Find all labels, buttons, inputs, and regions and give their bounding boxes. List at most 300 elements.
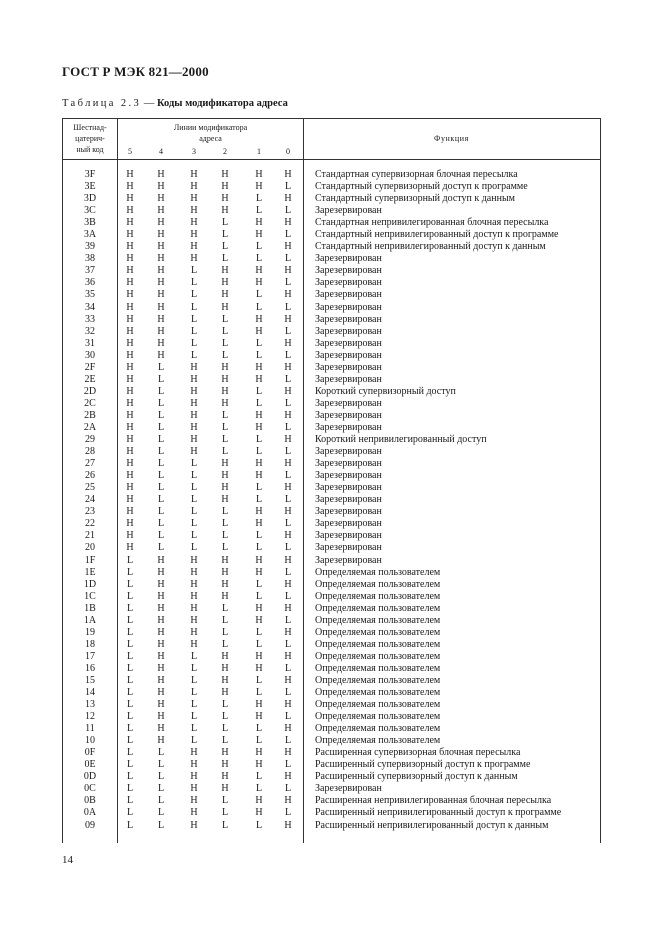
row-bit-0: H <box>284 313 292 325</box>
row-hex-code: 28 <box>85 446 95 458</box>
row-bit-5: L <box>126 723 134 735</box>
row-bit-5: L <box>126 771 134 783</box>
row-bit-1: H <box>255 169 263 180</box>
row-bit-0: L <box>284 205 292 217</box>
row-bit-3: L <box>190 530 198 542</box>
table-row <box>63 771 600 783</box>
row-bit-1: L <box>255 590 263 602</box>
table-row <box>63 241 600 253</box>
row-bit-3: H <box>190 434 198 446</box>
row-bit-3: L <box>190 277 198 289</box>
row-function: Расширенный супервизорный доступ к программе <box>315 759 531 771</box>
row-hex-code: 20 <box>85 542 95 554</box>
row-bit-4: H <box>157 193 165 205</box>
row-bit-5: L <box>126 783 134 795</box>
row-bit-0: H <box>284 434 292 446</box>
row-bit-4: H <box>157 650 165 662</box>
row-bit-3: H <box>190 626 198 638</box>
row-bit-0: H <box>284 217 292 229</box>
table-row <box>63 265 600 277</box>
row-bit-1: H <box>255 699 263 711</box>
row-bit-1: H <box>255 229 263 241</box>
row-bit-2: H <box>221 578 229 590</box>
row-bit-2: L <box>221 711 229 723</box>
row-function: Стандартный супервизорный доступ к программе <box>315 181 528 193</box>
row-function: Определяемая пользователем <box>315 614 441 626</box>
row-bit-4: L <box>157 482 165 494</box>
row-bit-1: L <box>255 819 263 831</box>
row-bit-3: L <box>190 735 198 747</box>
header-function: Функция <box>434 134 469 143</box>
row-function: Зарезервирован <box>315 205 382 217</box>
row-bit-5: L <box>126 674 134 686</box>
row-bit-0: L <box>284 662 292 674</box>
row-hex-code: 38 <box>85 253 95 265</box>
row-bit-1: H <box>255 421 263 433</box>
row-bit-5: H <box>126 253 134 265</box>
row-bit-4: H <box>157 241 165 253</box>
row-function: Определяемая пользователем <box>315 711 441 723</box>
row-bit-1: H <box>255 518 263 530</box>
row-bit-0: L <box>284 421 292 433</box>
row-bit-5: H <box>126 446 134 458</box>
table-row <box>63 362 600 374</box>
row-bit-3: H <box>190 614 198 626</box>
header-divider <box>63 159 600 160</box>
row-bit-4: H <box>157 566 165 578</box>
row-bit-0: H <box>284 458 292 470</box>
row-bit-2: H <box>221 265 229 277</box>
row-bit-2: L <box>221 409 229 421</box>
header-bit-0: 0 <box>286 147 290 156</box>
row-hex-code: 27 <box>85 458 95 470</box>
row-bit-5: L <box>126 662 134 674</box>
row-hex-code: 15 <box>85 674 95 686</box>
header-bit-3: 3 <box>192 147 196 156</box>
row-bit-0: L <box>284 590 292 602</box>
row-bit-4: L <box>157 409 165 421</box>
row-bit-1: L <box>255 253 263 265</box>
row-bit-4: H <box>157 337 165 349</box>
table-row <box>63 506 600 518</box>
row-bit-1: L <box>255 494 263 506</box>
row-bit-5: H <box>126 518 134 530</box>
row-bit-5: H <box>126 325 134 337</box>
row-bit-3: H <box>190 361 198 373</box>
row-bit-2: H <box>221 277 229 289</box>
row-bit-3: L <box>190 494 198 506</box>
table-row <box>63 627 600 639</box>
row-bit-0: H <box>284 506 292 518</box>
row-function: Короткий непривилегированный доступ <box>315 434 487 446</box>
row-bit-5: H <box>126 494 134 506</box>
row-bit-1: H <box>255 807 263 819</box>
row-bit-1: H <box>255 506 263 518</box>
row-bit-0: L <box>284 253 292 265</box>
row-bit-2: L <box>221 614 229 626</box>
row-hex-code: 31 <box>85 337 95 349</box>
row-bit-3: H <box>190 554 198 566</box>
row-bit-4: H <box>157 699 165 711</box>
row-bit-1: L <box>255 638 263 650</box>
row-bit-2: L <box>221 638 229 650</box>
row-bit-1: H <box>255 711 263 723</box>
table-row <box>63 820 600 832</box>
row-function: Определяемая пользователем <box>315 674 441 686</box>
row-bit-2: H <box>221 373 229 385</box>
row-bit-5: H <box>126 470 134 482</box>
row-bit-0: H <box>284 795 292 807</box>
row-bit-5: L <box>126 602 134 614</box>
row-bit-0: H <box>284 650 292 662</box>
row-bit-5: H <box>126 337 134 349</box>
row-hex-code: 1D <box>83 578 97 590</box>
row-function: Зарезервирован <box>315 301 382 313</box>
row-bit-1: H <box>255 650 263 662</box>
table-row <box>63 675 600 687</box>
row-function: Зарезервирован <box>315 337 382 349</box>
row-bit-1: H <box>255 795 263 807</box>
table-row <box>63 542 600 554</box>
row-hex-code: 0F <box>84 747 96 759</box>
row-bit-1: H <box>255 361 263 373</box>
row-hex-code: 22 <box>85 518 95 530</box>
row-bit-4: L <box>157 361 165 373</box>
row-bit-1: L <box>255 530 263 542</box>
table-row <box>63 795 600 807</box>
row-bit-2: L <box>221 735 229 747</box>
row-bit-1: L <box>255 349 263 361</box>
row-bit-2: H <box>221 759 229 771</box>
row-bit-4: H <box>157 554 165 566</box>
table-row <box>63 723 600 735</box>
table-row <box>63 434 600 446</box>
row-bit-0: H <box>284 482 292 494</box>
row-hex-code: 2C <box>84 397 96 409</box>
page-number: 14 <box>62 854 73 866</box>
row-bit-3: H <box>190 205 198 217</box>
row-bit-0: H <box>284 361 292 373</box>
table-row <box>63 783 600 795</box>
row-function: Определяемая пользователем <box>315 578 441 590</box>
row-bit-5: H <box>126 361 134 373</box>
row-function: Зарезервирован <box>315 361 382 373</box>
row-bit-5: H <box>126 241 134 253</box>
row-bit-4: H <box>157 325 165 337</box>
row-bit-2: L <box>221 313 229 325</box>
row-function: Определяемая пользователем <box>315 626 441 638</box>
row-bit-0: H <box>284 337 292 349</box>
row-bit-2: H <box>221 771 229 783</box>
row-bit-4: L <box>157 458 165 470</box>
row-bit-3: H <box>190 819 198 831</box>
row-bit-3: L <box>190 687 198 699</box>
row-bit-0: H <box>284 530 292 542</box>
row-function: Стандартный непривилегированный доступ к программе <box>315 229 559 241</box>
row-bit-2: H <box>221 554 229 566</box>
row-bit-4: H <box>157 626 165 638</box>
row-function: Определяемая пользователем <box>315 699 441 711</box>
row-bit-4: L <box>157 542 165 554</box>
table-row <box>63 639 600 651</box>
row-bit-5: H <box>126 542 134 554</box>
row-bit-4: L <box>157 759 165 771</box>
row-hex-code: 14 <box>85 687 95 699</box>
row-bit-2: L <box>221 518 229 530</box>
row-hex-code: 26 <box>85 470 95 482</box>
row-bit-5: H <box>126 277 134 289</box>
row-bit-2: H <box>221 566 229 578</box>
row-bit-1: H <box>255 566 263 578</box>
row-bit-4: L <box>157 807 165 819</box>
row-bit-5: L <box>126 819 134 831</box>
row-bit-5: H <box>126 409 134 421</box>
table-row <box>63 615 600 627</box>
table-row <box>63 217 600 229</box>
row-bit-1: H <box>255 470 263 482</box>
row-bit-5: H <box>126 181 134 193</box>
row-bit-2: L <box>221 542 229 554</box>
row-function: Зарезервирован <box>315 446 382 458</box>
row-bit-0: H <box>284 771 292 783</box>
row-bit-5: H <box>126 506 134 518</box>
row-hex-code: 1B <box>84 602 96 614</box>
row-bit-1: L <box>255 397 263 409</box>
table-row <box>63 482 600 494</box>
row-bit-4: L <box>157 434 165 446</box>
row-bit-2: L <box>221 506 229 518</box>
row-hex-code: 11 <box>85 723 95 735</box>
row-bit-4: H <box>157 181 165 193</box>
row-bit-4: L <box>157 494 165 506</box>
row-bit-2: H <box>221 650 229 662</box>
row-bit-0: L <box>284 735 292 747</box>
row-bit-3: H <box>190 795 198 807</box>
table-row <box>63 735 600 747</box>
row-bit-3: H <box>190 253 198 265</box>
row-hex-code: 0D <box>83 771 97 783</box>
row-bit-4: L <box>157 783 165 795</box>
row-bit-5: H <box>126 458 134 470</box>
row-function: Определяемая пользователем <box>315 566 441 578</box>
table-row <box>63 446 600 458</box>
document-title: ГОСТ Р МЭК 821—2000 <box>62 64 209 79</box>
row-hex-code: 2D <box>83 385 97 397</box>
row-bit-3: L <box>190 723 198 735</box>
row-bit-4: H <box>157 169 165 180</box>
row-bit-5: L <box>126 699 134 711</box>
row-function: Зарезервирован <box>315 397 382 409</box>
row-bit-0: L <box>284 397 292 409</box>
row-function: Стандартный супервизорный доступ к данным <box>315 193 515 205</box>
row-function: Стандартная супервизорная блочная пересылка <box>315 169 518 180</box>
row-bit-1: H <box>255 277 263 289</box>
row-hex-code: 13 <box>85 699 95 711</box>
row-bit-2: H <box>221 687 229 699</box>
table-caption-label: Таблица 2.3 <box>62 98 142 109</box>
row-bit-1: L <box>255 446 263 458</box>
table-caption-title: Коды модификатора адреса <box>156 98 288 109</box>
row-bit-3: H <box>190 373 198 385</box>
row-bit-2: H <box>221 385 229 397</box>
row-bit-2: L <box>221 217 229 229</box>
row-bit-5: H <box>126 397 134 409</box>
row-function: Зарезервирован <box>315 409 382 421</box>
row-bit-4: L <box>157 747 165 759</box>
row-function: Зарезервирован <box>315 482 382 494</box>
row-bit-2: H <box>221 289 229 301</box>
row-bit-1: L <box>255 241 263 253</box>
row-hex-code: 09 <box>85 819 95 831</box>
row-bit-3: H <box>190 217 198 229</box>
row-bit-4: H <box>157 614 165 626</box>
row-bit-0: L <box>284 638 292 650</box>
row-bit-1: H <box>255 662 263 674</box>
table-row <box>63 253 600 265</box>
row-bit-2: H <box>221 361 229 373</box>
row-function: Зарезервирован <box>315 458 382 470</box>
table-row <box>63 579 600 591</box>
row-bit-1: L <box>255 783 263 795</box>
row-bit-2: H <box>221 397 229 409</box>
row-bit-3: H <box>190 566 198 578</box>
row-function: Зарезервирован <box>315 494 382 506</box>
row-bit-4: H <box>157 578 165 590</box>
row-bit-4: H <box>157 723 165 735</box>
row-bit-4: L <box>157 506 165 518</box>
row-bit-0: H <box>284 674 292 686</box>
row-bit-2: H <box>221 193 229 205</box>
row-bit-3: L <box>190 265 198 277</box>
row-bit-0: H <box>284 602 292 614</box>
row-bit-5: H <box>126 349 134 361</box>
row-bit-2: H <box>221 494 229 506</box>
row-function: Стандартный непривилегированный доступ к данным <box>315 241 546 253</box>
row-hex-code: 2A <box>83 421 97 433</box>
row-bit-5: H <box>126 530 134 542</box>
table-row <box>63 193 600 205</box>
table-row <box>63 567 600 579</box>
table-row <box>63 530 600 542</box>
row-function: Зарезервирован <box>315 265 382 277</box>
row-bit-2: L <box>221 325 229 337</box>
table-row <box>63 711 600 723</box>
table-row <box>63 314 600 326</box>
row-hex-code: 24 <box>85 494 95 506</box>
row-bit-0: L <box>284 687 292 699</box>
row-bit-2: L <box>221 434 229 446</box>
row-bit-1: L <box>255 542 263 554</box>
table-row <box>63 398 600 410</box>
row-hex-code: 19 <box>85 626 95 638</box>
row-bit-1: L <box>255 193 263 205</box>
row-bit-5: L <box>126 687 134 699</box>
row-bit-1: H <box>255 614 263 626</box>
row-bit-4: H <box>157 674 165 686</box>
row-bit-0: H <box>284 169 292 180</box>
row-bit-3: L <box>190 482 198 494</box>
row-hex-code: 1E <box>84 566 96 578</box>
row-function: Расширенный супервизорный доступ к данным <box>315 771 518 783</box>
row-bit-2: H <box>221 458 229 470</box>
row-bit-1: H <box>255 325 263 337</box>
row-function: Определяемая пользователем <box>315 638 441 650</box>
row-bit-2: L <box>221 795 229 807</box>
row-bit-1: H <box>255 759 263 771</box>
row-bit-4: L <box>157 530 165 542</box>
row-bit-5: L <box>126 590 134 602</box>
row-hex-code: 1F <box>84 554 96 566</box>
row-bit-2: H <box>221 169 229 180</box>
row-function: Зарезервирован <box>315 470 382 482</box>
row-bit-5: L <box>126 650 134 662</box>
row-bit-4: H <box>157 205 165 217</box>
row-bit-0: L <box>284 446 292 458</box>
row-bit-0: H <box>284 554 292 566</box>
table-row <box>63 205 600 217</box>
row-bit-2: H <box>221 482 229 494</box>
row-bit-2: L <box>221 723 229 735</box>
row-bit-5: L <box>126 554 134 566</box>
row-bit-1: H <box>255 181 263 193</box>
table-row <box>63 374 600 386</box>
row-bit-0: L <box>284 518 292 530</box>
row-bit-1: L <box>255 626 263 638</box>
row-bit-3: L <box>190 289 198 301</box>
row-bit-2: H <box>221 590 229 602</box>
row-bit-2: L <box>221 530 229 542</box>
row-bit-0: L <box>284 277 292 289</box>
row-bit-4: H <box>157 313 165 325</box>
row-bit-3: H <box>190 446 198 458</box>
row-bit-1: H <box>255 554 263 566</box>
row-bit-0: L <box>284 759 292 771</box>
row-hex-code: 0C <box>84 783 96 795</box>
row-function: Определяемая пользователем <box>315 650 441 662</box>
row-bit-0: H <box>284 289 292 301</box>
row-bit-1: L <box>255 578 263 590</box>
row-bit-3: L <box>190 470 198 482</box>
row-hex-code: 1C <box>84 590 96 602</box>
row-bit-1: L <box>255 735 263 747</box>
row-bit-4: H <box>157 662 165 674</box>
table-row <box>63 229 600 241</box>
row-bit-0: L <box>284 614 292 626</box>
row-bit-3: L <box>190 506 198 518</box>
row-hex-code: 34 <box>85 301 95 313</box>
table-row <box>63 759 600 771</box>
row-function: Зарезервирован <box>315 518 382 530</box>
row-bit-3: H <box>190 747 198 759</box>
row-bit-1: H <box>255 409 263 421</box>
row-bit-4: L <box>157 771 165 783</box>
row-hex-code: 3B <box>84 217 96 229</box>
row-bit-0: H <box>284 819 292 831</box>
row-bit-3: H <box>190 771 198 783</box>
row-bit-0: H <box>284 578 292 590</box>
row-bit-3: L <box>190 650 198 662</box>
row-bit-2: L <box>221 241 229 253</box>
row-hex-code: 0A <box>83 807 97 819</box>
table-row <box>63 807 600 819</box>
row-bit-3: L <box>190 699 198 711</box>
row-bit-5: L <box>126 759 134 771</box>
row-bit-0: L <box>284 494 292 506</box>
row-bit-0: L <box>284 229 292 241</box>
table-row <box>63 470 600 482</box>
row-bit-5: L <box>126 711 134 723</box>
row-function: Зарезервирован <box>315 783 382 795</box>
